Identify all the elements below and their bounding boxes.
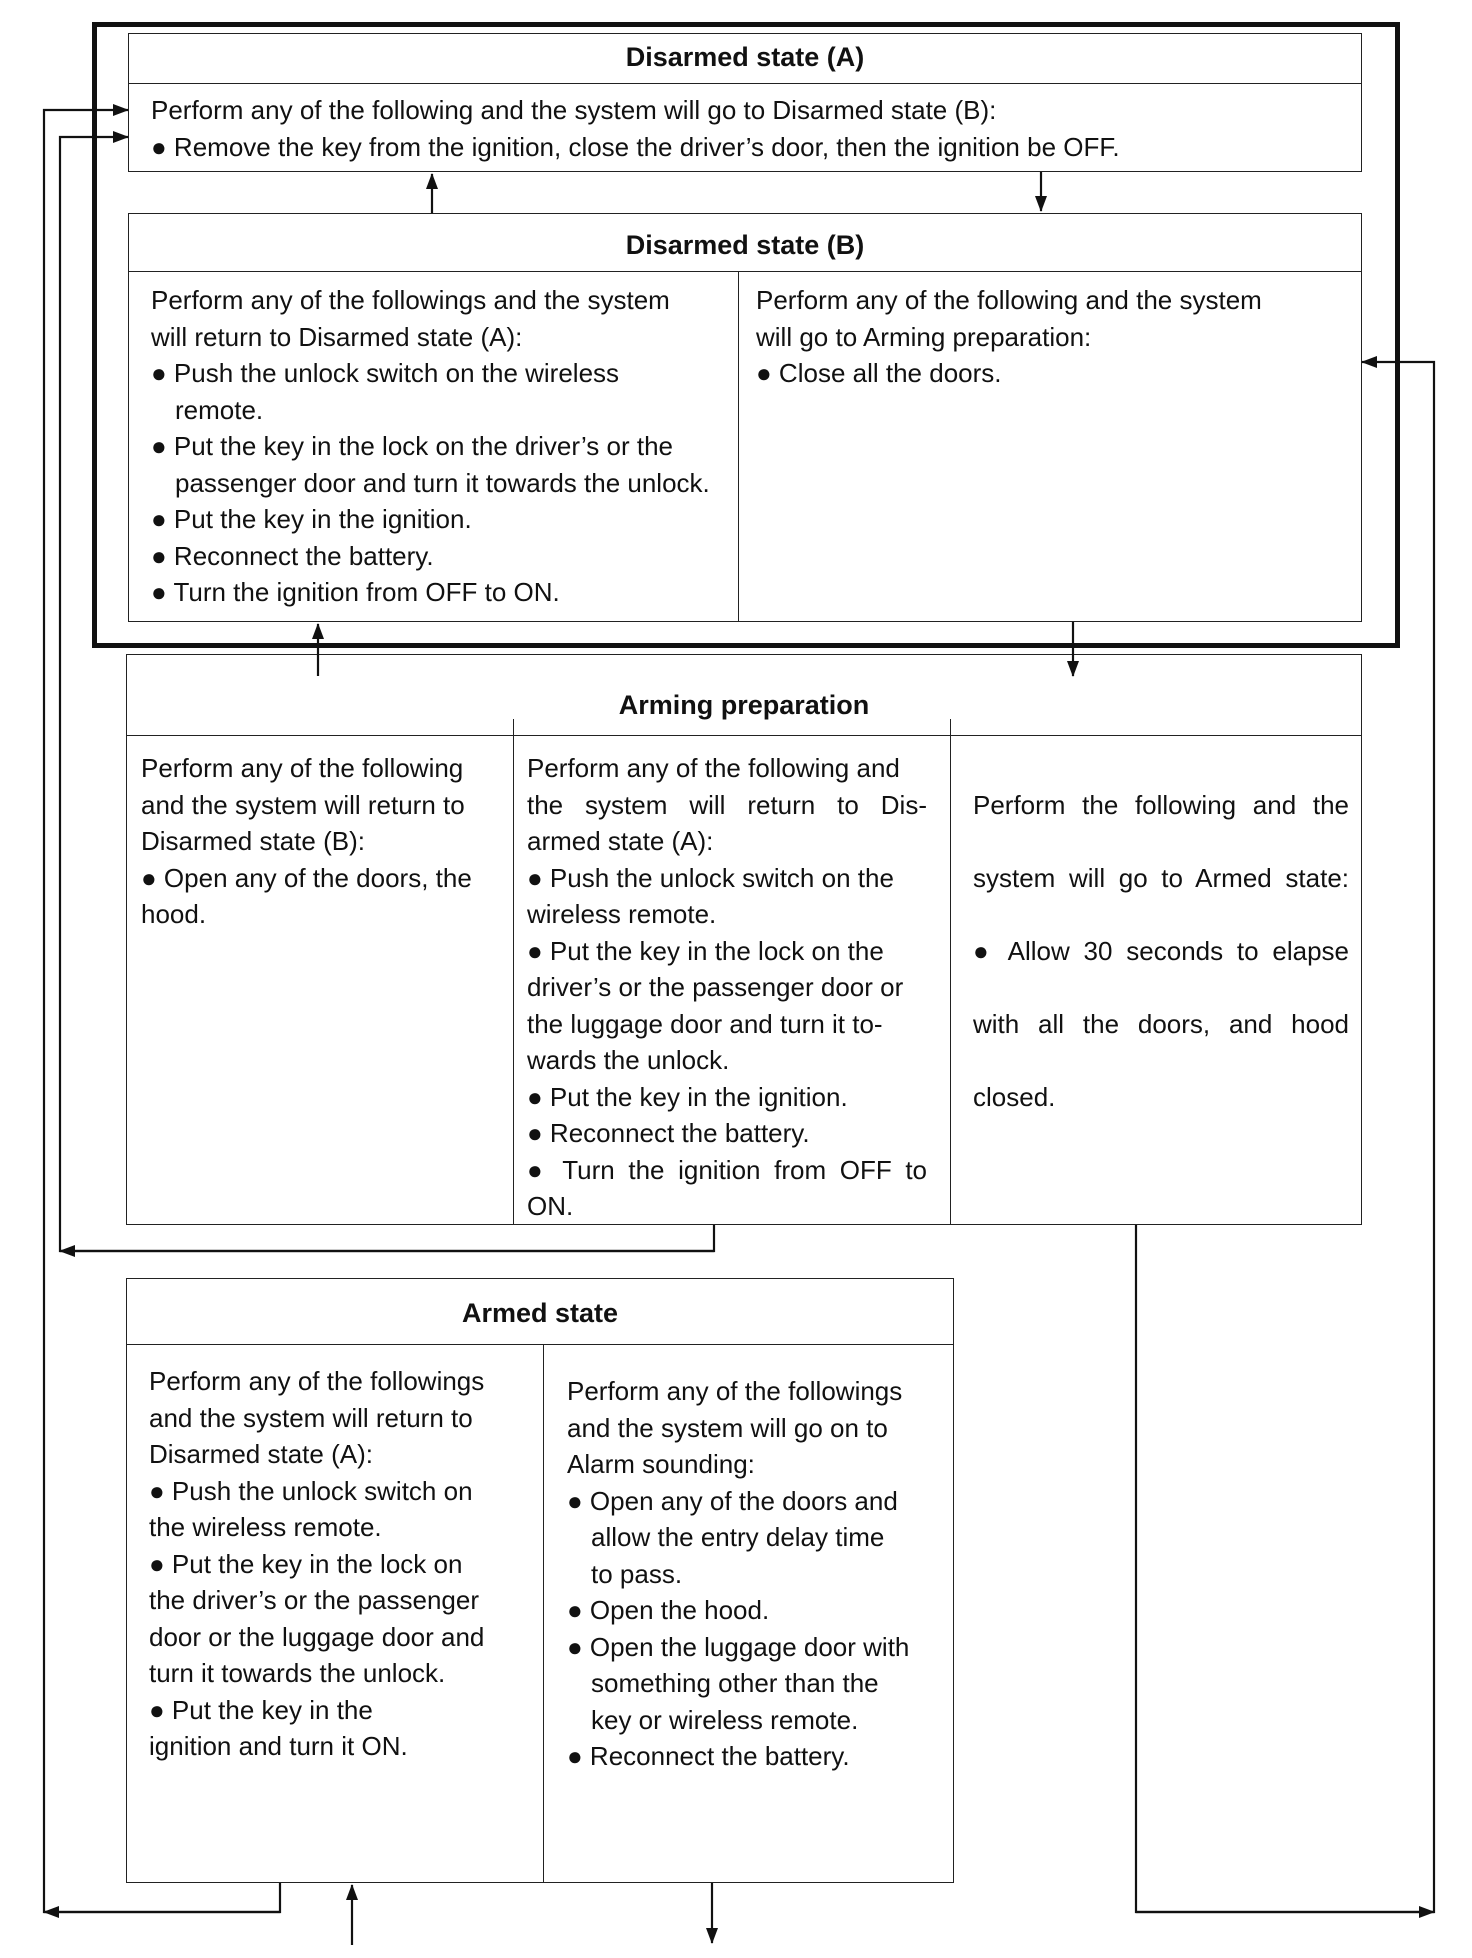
text-line: will return to Disarmed state (A): xyxy=(151,321,523,352)
bullet-item: ● Open any of the doors and xyxy=(567,1485,898,1516)
arming-preparation-title: Arming preparation xyxy=(618,690,870,720)
bullet-item: ● Reconnect the battery. xyxy=(151,540,434,571)
text-line: with all the doors, and hood xyxy=(973,1008,1349,1039)
bullet-item: ● Reconnect the battery. xyxy=(567,1741,850,1771)
text-line: wireless remote. xyxy=(527,899,717,929)
text-line: Perform the following and the xyxy=(973,789,1349,820)
text-line: the luggage door and turn it to- xyxy=(527,1008,883,1039)
bullet-item: ● Push the unlock switch on the wireless xyxy=(151,358,620,388)
bullet-item: ● Open the luggage door with xyxy=(567,1631,910,1662)
bullet-item: ● Put the key in the ignition. xyxy=(527,1081,848,1112)
arrow-right-loop-to-b xyxy=(1136,362,1434,1912)
text-line: Perform any of the followings and the system xyxy=(151,285,670,315)
armed-state-title: Armed state xyxy=(461,1298,619,1328)
disarmed-state-a-title: Disarmed state (A) xyxy=(625,42,865,72)
text-line: key or wireless remote. xyxy=(591,1704,859,1735)
disarmed-state-b-title: Disarmed state (B) xyxy=(625,230,865,260)
text-line: driver’s or the passenger door or xyxy=(527,972,904,1002)
text-line: ON. xyxy=(527,1191,574,1221)
disarmed-state-b-right-text: Perform any of the following and the system will go to Arming preparation: ● Close all the doors. xyxy=(756,285,1262,388)
text-line: remote. xyxy=(175,394,264,425)
text-line: closed. xyxy=(973,1081,1056,1112)
text-line: passenger door and turn it towards the unlock. xyxy=(175,467,710,498)
text-line: the system will return to Dis- xyxy=(527,789,927,820)
text-line: and the system will go on to xyxy=(567,1412,888,1443)
bullet-item: ● Allow 30 seconds to elapse xyxy=(973,935,1349,966)
bullet-item: ● Turn the ignition from OFF to ON. xyxy=(151,577,560,607)
bullet-item: ● Push the unlock switch on the xyxy=(527,862,894,893)
text-line: allow the entry delay time xyxy=(591,1522,885,1552)
bullet-item: ● Reconnect the battery. xyxy=(527,1118,810,1148)
disarmed-state-a-text: Perform any of the following and the system will go to Disarmed state (B): ● Remove the key from the ignition, close the driver’s door, then the ignition be OFF. xyxy=(151,95,1120,162)
text-line: system will go to Armed state: xyxy=(973,862,1349,893)
text-line: armed state (A): xyxy=(527,826,714,856)
armed-state-left-text: Perform any of the followings and the system will return to Disarmed state (A): ● Push the unlock switch on the wireless remote. ● Put the key in the lock on the driver’s or the passenger door or the luggage door and turn it towards the unlock. ● Put the key in the ignition and turn it ON. xyxy=(149,1366,485,1761)
text-line: wards the unlock. xyxy=(527,1045,730,1075)
bullet-item: ● Turn the ignition from OFF to xyxy=(527,1154,927,1185)
arrow-prep-to-a xyxy=(60,137,714,1251)
text-line: something other than the xyxy=(591,1668,879,1698)
text-line: Perform any of the following and xyxy=(527,753,900,783)
text-line: Perform any of the followings xyxy=(567,1376,903,1406)
bullet-item: ● Put the key in the lock on the driver’s or the xyxy=(151,431,674,461)
text-line: Alarm sounding: xyxy=(567,1449,755,1479)
arrow-armed-to-a xyxy=(44,110,280,1912)
text-line: to pass. xyxy=(591,1558,683,1589)
bullet-item: ● Open the hood. xyxy=(567,1595,770,1625)
arming-preparation-col1-text: Perform any of the following and the system will return to Disarmed state (B): ● Open any of the doors, the hood. xyxy=(141,753,472,929)
bullet-item: ● Put the key in the ignition. xyxy=(151,504,472,534)
bullet-item: ● Put the key in the lock on the xyxy=(527,935,884,966)
